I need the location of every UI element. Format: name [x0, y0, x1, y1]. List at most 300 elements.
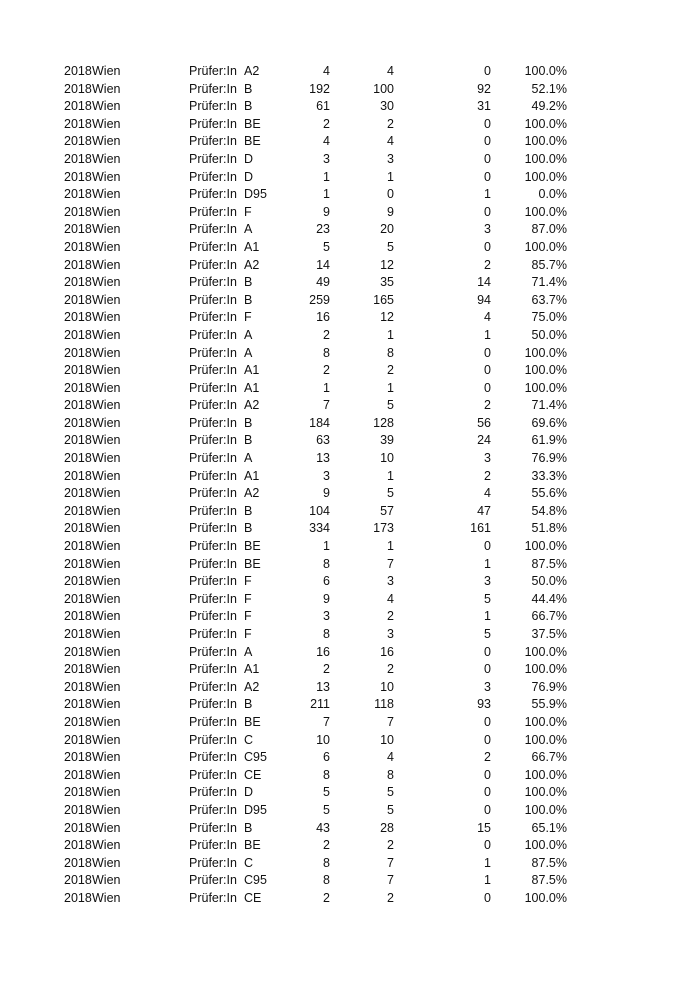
- table-row: [0, 820, 700, 838]
- pass-rate-cell: 100.0%: [524, 169, 567, 184]
- total-count-cell: 2: [323, 662, 330, 677]
- pass-rate-cell: 100.0%: [524, 539, 567, 554]
- role-cell: Prüfer:In: [189, 767, 237, 782]
- passed-count-cell: 20: [380, 222, 394, 237]
- failed-count-cell: 2: [484, 398, 491, 413]
- license-class-cell: B: [244, 81, 253, 96]
- city-cell: Wien: [92, 873, 121, 888]
- total-count-cell: 211: [310, 697, 330, 712]
- license-class-cell: A1: [244, 380, 260, 395]
- pass-rate-cell: 66.7%: [531, 609, 567, 624]
- pass-rate-cell: 87.5%: [531, 855, 567, 870]
- license-class-cell: F: [244, 627, 252, 641]
- failed-count-cell: 0: [484, 767, 491, 782]
- table-row: [0, 362, 700, 380]
- role-cell: Prüfer:In: [189, 169, 237, 184]
- year-cell: 2018: [64, 222, 92, 237]
- license-class-cell: A: [244, 327, 253, 342]
- passed-count-cell: 3: [387, 627, 394, 641]
- city-cell: Wien: [92, 204, 121, 219]
- pass-rate-cell: 87.5%: [531, 556, 567, 571]
- city-cell: Wien: [92, 275, 121, 290]
- role-cell: Prüfer:In: [189, 433, 237, 448]
- role-cell: Prüfer:In: [189, 99, 237, 114]
- license-class-cell: BE: [244, 556, 261, 571]
- passed-count-cell: 1: [387, 169, 394, 184]
- failed-count-cell: 0: [484, 64, 491, 78]
- year-cell: 2018: [64, 750, 92, 765]
- total-count-cell: 8: [323, 855, 330, 870]
- table-row: [0, 573, 700, 591]
- passed-count-cell: 165: [373, 292, 394, 307]
- license-class-cell: F: [244, 574, 252, 589]
- year-cell: 2018: [64, 591, 92, 606]
- failed-count-cell: 0: [484, 890, 491, 905]
- role-cell: Prüfer:In: [189, 64, 237, 78]
- license-class-cell: A: [244, 451, 253, 466]
- pass-rate-cell: 33.3%: [531, 468, 567, 483]
- city-cell: Wien: [92, 679, 121, 694]
- passed-count-cell: 10: [380, 679, 394, 694]
- table-row: [0, 257, 700, 275]
- table-row: [0, 221, 700, 239]
- license-class-cell: A1: [244, 662, 260, 677]
- data-table: [0, 63, 700, 908]
- year-cell: 2018: [64, 609, 92, 624]
- role-cell: Prüfer:In: [189, 855, 237, 870]
- year-cell: 2018: [64, 99, 92, 114]
- city-cell: Wien: [92, 890, 121, 905]
- failed-count-cell: 1: [484, 556, 491, 571]
- role-cell: Prüfer:In: [189, 714, 237, 729]
- license-class-cell: F: [244, 204, 252, 219]
- year-cell: 2018: [64, 81, 92, 96]
- pass-rate-cell: 71.4%: [531, 275, 567, 290]
- pass-rate-cell: 71.4%: [531, 398, 567, 413]
- total-count-cell: 2: [323, 327, 330, 342]
- year-cell: 2018: [64, 503, 92, 518]
- passed-count-cell: 9: [387, 204, 394, 219]
- pass-rate-cell: 100.0%: [524, 767, 567, 782]
- failed-count-cell: 0: [484, 380, 491, 395]
- role-cell: Prüfer:In: [189, 890, 237, 905]
- year-cell: 2018: [64, 310, 92, 325]
- failed-count-cell: 1: [484, 855, 491, 870]
- year-cell: 2018: [64, 855, 92, 870]
- license-class-cell: C: [244, 855, 254, 870]
- year-cell: 2018: [64, 574, 92, 589]
- year-cell: 2018: [64, 327, 92, 342]
- table-row: [0, 872, 700, 890]
- passed-count-cell: 4: [387, 591, 394, 606]
- passed-count-cell: 1: [387, 327, 394, 342]
- total-count-cell: 16: [316, 310, 330, 325]
- passed-count-cell: 10: [380, 732, 394, 747]
- year-cell: 2018: [64, 873, 92, 888]
- failed-count-cell: 0: [484, 169, 491, 184]
- city-cell: Wien: [92, 714, 121, 729]
- role-cell: Prüfer:In: [189, 609, 237, 624]
- city-cell: Wien: [92, 503, 121, 518]
- city-cell: Wien: [92, 697, 121, 712]
- role-cell: Prüfer:In: [189, 838, 237, 853]
- role-cell: Prüfer:In: [189, 732, 237, 747]
- city-cell: Wien: [92, 151, 121, 166]
- license-class-cell: B: [244, 697, 253, 712]
- table-row: [0, 802, 700, 820]
- passed-count-cell: 1: [387, 539, 394, 554]
- total-count-cell: 9: [323, 486, 330, 501]
- pass-rate-cell: 85.7%: [531, 257, 567, 272]
- failed-count-cell: 3: [484, 222, 491, 237]
- pass-rate-cell: 100.0%: [524, 785, 567, 800]
- total-count-cell: 9: [323, 591, 330, 606]
- table-row: [0, 169, 700, 187]
- role-cell: Prüfer:In: [189, 327, 237, 342]
- failed-count-cell: 2: [484, 468, 491, 483]
- role-cell: Prüfer:In: [189, 591, 237, 606]
- table-row: [0, 626, 700, 644]
- total-count-cell: 4: [323, 64, 330, 78]
- total-count-cell: 3: [323, 468, 330, 483]
- table-row: [0, 309, 700, 327]
- total-count-cell: 2: [323, 838, 330, 853]
- pass-rate-cell: 55.9%: [531, 697, 567, 712]
- year-cell: 2018: [64, 838, 92, 853]
- year-cell: 2018: [64, 785, 92, 800]
- city-cell: Wien: [92, 398, 121, 413]
- city-cell: Wien: [92, 415, 121, 430]
- year-cell: 2018: [64, 204, 92, 219]
- passed-count-cell: 8: [387, 767, 394, 782]
- total-count-cell: 7: [323, 398, 330, 413]
- city-cell: Wien: [92, 521, 121, 536]
- year-cell: 2018: [64, 187, 92, 202]
- total-count-cell: 2: [323, 363, 330, 378]
- passed-count-cell: 7: [387, 556, 394, 571]
- license-class-cell: C: [244, 732, 254, 747]
- city-cell: Wien: [92, 468, 121, 483]
- total-count-cell: 1: [323, 380, 330, 395]
- table-row: [0, 538, 700, 556]
- license-class-cell: A2: [244, 398, 260, 413]
- table-row: [0, 855, 700, 873]
- license-class-cell: B: [244, 820, 253, 835]
- failed-count-cell: 0: [484, 345, 491, 360]
- license-class-cell: A: [244, 222, 253, 237]
- total-count-cell: 16: [316, 644, 330, 659]
- year-cell: 2018: [64, 169, 92, 184]
- license-class-cell: A: [244, 644, 253, 659]
- table-row: [0, 327, 700, 345]
- year-cell: 2018: [64, 644, 92, 659]
- city-cell: Wien: [92, 116, 121, 131]
- year-cell: 2018: [64, 345, 92, 360]
- passed-count-cell: 1: [387, 380, 394, 395]
- passed-count-cell: 4: [387, 134, 394, 149]
- failed-count-cell: 14: [477, 275, 491, 290]
- total-count-cell: 14: [316, 257, 330, 272]
- role-cell: Prüfer:In: [189, 503, 237, 518]
- role-cell: Prüfer:In: [189, 204, 237, 219]
- passed-count-cell: 0: [387, 187, 394, 202]
- total-count-cell: 3: [323, 609, 330, 624]
- year-cell: 2018: [64, 275, 92, 290]
- total-count-cell: 1: [323, 169, 330, 184]
- role-cell: Prüfer:In: [189, 292, 237, 307]
- license-class-cell: C95: [244, 750, 267, 765]
- failed-count-cell: 1: [484, 609, 491, 624]
- table-row: [0, 696, 700, 714]
- pass-rate-cell: 87.5%: [531, 873, 567, 888]
- failed-count-cell: 93: [477, 697, 491, 712]
- failed-count-cell: 0: [484, 204, 491, 219]
- failed-count-cell: 0: [484, 644, 491, 659]
- year-cell: 2018: [64, 679, 92, 694]
- license-class-cell: A1: [244, 239, 260, 254]
- failed-count-cell: 0: [484, 363, 491, 378]
- year-cell: 2018: [64, 468, 92, 483]
- pass-rate-cell: 0.0%: [538, 187, 567, 202]
- passed-count-cell: 30: [380, 99, 394, 114]
- failed-count-cell: 4: [484, 486, 491, 501]
- pass-rate-cell: 100.0%: [524, 134, 567, 149]
- year-cell: 2018: [64, 433, 92, 448]
- failed-count-cell: 4: [484, 310, 491, 325]
- role-cell: Prüfer:In: [189, 275, 237, 290]
- passed-count-cell: 4: [387, 750, 394, 765]
- table-row: [0, 345, 700, 363]
- total-count-cell: 6: [323, 574, 330, 589]
- city-cell: Wien: [92, 345, 121, 360]
- city-cell: Wien: [92, 574, 121, 589]
- failed-count-cell: 0: [484, 151, 491, 166]
- license-class-cell: A1: [244, 363, 260, 378]
- total-count-cell: 192: [309, 81, 330, 96]
- total-count-cell: 5: [323, 802, 330, 817]
- pass-rate-cell: 100.0%: [524, 662, 567, 677]
- failed-count-cell: 5: [484, 591, 491, 606]
- passed-count-cell: 5: [387, 398, 394, 413]
- passed-count-cell: 28: [380, 820, 394, 835]
- role-cell: Prüfer:In: [189, 187, 237, 202]
- role-cell: Prüfer:In: [189, 222, 237, 237]
- role-cell: Prüfer:In: [189, 521, 237, 536]
- total-count-cell: 104: [309, 503, 330, 518]
- passed-count-cell: 12: [380, 310, 394, 325]
- year-cell: 2018: [64, 890, 92, 905]
- table-row: [0, 380, 700, 398]
- passed-count-cell: 2: [387, 838, 394, 853]
- failed-count-cell: 0: [484, 838, 491, 853]
- role-cell: Prüfer:In: [189, 398, 237, 413]
- city-cell: Wien: [92, 627, 121, 641]
- passed-count-cell: 57: [380, 503, 394, 518]
- table-row: [0, 468, 700, 486]
- license-class-cell: A2: [244, 486, 260, 501]
- pass-rate-cell: 100.0%: [524, 345, 567, 360]
- table-row: [0, 292, 700, 310]
- year-cell: 2018: [64, 134, 92, 149]
- city-cell: Wien: [92, 609, 121, 624]
- role-cell: Prüfer:In: [189, 802, 237, 817]
- passed-count-cell: 35: [380, 275, 394, 290]
- total-count-cell: 334: [309, 521, 330, 536]
- pass-rate-cell: 65.1%: [531, 820, 567, 835]
- year-cell: 2018: [64, 732, 92, 747]
- pass-rate-cell: 69.6%: [531, 415, 567, 430]
- license-class-cell: CE: [244, 890, 262, 905]
- year-cell: 2018: [64, 292, 92, 307]
- city-cell: Wien: [92, 239, 121, 254]
- failed-count-cell: 0: [484, 134, 491, 149]
- passed-count-cell: 8: [387, 345, 394, 360]
- role-cell: Prüfer:In: [189, 345, 237, 360]
- year-cell: 2018: [64, 802, 92, 817]
- city-cell: Wien: [92, 802, 121, 817]
- year-cell: 2018: [64, 239, 92, 254]
- failed-count-cell: 31: [477, 99, 491, 114]
- role-cell: Prüfer:In: [189, 415, 237, 430]
- license-class-cell: A: [244, 345, 253, 360]
- failed-count-cell: 2: [484, 257, 491, 272]
- failed-count-cell: 0: [484, 714, 491, 729]
- failed-count-cell: 1: [484, 187, 491, 202]
- license-class-cell: F: [244, 609, 252, 624]
- pass-rate-cell: 87.0%: [531, 222, 567, 237]
- role-cell: Prüfer:In: [189, 679, 237, 694]
- pass-rate-cell: 100.0%: [524, 838, 567, 853]
- table-row: [0, 397, 700, 415]
- table-row: [0, 837, 700, 855]
- total-count-cell: 61: [316, 99, 330, 114]
- license-class-cell: D95: [244, 802, 267, 817]
- license-class-cell: B: [244, 415, 253, 430]
- pass-rate-cell: 61.9%: [531, 433, 567, 448]
- pass-rate-cell: 63.7%: [531, 292, 567, 307]
- total-count-cell: 63: [316, 433, 330, 448]
- license-class-cell: F: [244, 310, 252, 325]
- year-cell: 2018: [64, 486, 92, 501]
- pass-rate-cell: 55.6%: [531, 486, 567, 501]
- pass-rate-cell: 100.0%: [524, 732, 567, 747]
- city-cell: Wien: [92, 662, 121, 677]
- table-row: [0, 679, 700, 697]
- failed-count-cell: 2: [484, 750, 491, 765]
- city-cell: Wien: [92, 644, 121, 659]
- table-row: [0, 503, 700, 521]
- total-count-cell: 3: [323, 151, 330, 166]
- city-cell: Wien: [92, 292, 121, 307]
- year-cell: 2018: [64, 521, 92, 536]
- table-row: [0, 732, 700, 750]
- table-row: [0, 749, 700, 767]
- city-cell: Wien: [92, 433, 121, 448]
- pass-rate-cell: 100.0%: [524, 64, 567, 78]
- total-count-cell: 8: [323, 345, 330, 360]
- role-cell: Prüfer:In: [189, 644, 237, 659]
- city-cell: Wien: [92, 134, 121, 149]
- table-row: [0, 591, 700, 609]
- failed-count-cell: 0: [484, 785, 491, 800]
- pass-rate-cell: 37.5%: [531, 627, 567, 641]
- year-cell: 2018: [64, 451, 92, 466]
- role-cell: Prüfer:In: [189, 134, 237, 149]
- total-count-cell: 13: [316, 679, 330, 694]
- total-count-cell: 8: [323, 627, 330, 641]
- role-cell: Prüfer:In: [189, 451, 237, 466]
- city-cell: Wien: [92, 257, 121, 272]
- role-cell: Prüfer:In: [189, 239, 237, 254]
- license-class-cell: BE: [244, 539, 261, 554]
- city-cell: Wien: [92, 327, 121, 342]
- license-class-cell: B: [244, 503, 253, 518]
- pass-rate-cell: 100.0%: [524, 714, 567, 729]
- table-row: [0, 556, 700, 574]
- passed-count-cell: 5: [387, 802, 394, 817]
- table-row: [0, 714, 700, 732]
- pass-rate-cell: 100.0%: [524, 380, 567, 395]
- license-class-cell: D: [244, 785, 254, 800]
- license-class-cell: BE: [244, 134, 261, 149]
- city-cell: Wien: [92, 380, 121, 395]
- failed-count-cell: 1: [484, 327, 491, 342]
- license-class-cell: B: [244, 99, 253, 114]
- city-cell: Wien: [92, 486, 121, 501]
- passed-count-cell: 173: [373, 521, 394, 536]
- passed-count-cell: 2: [387, 662, 394, 677]
- passed-count-cell: 118: [374, 697, 394, 712]
- city-cell: Wien: [92, 99, 121, 114]
- role-cell: Prüfer:In: [189, 873, 237, 888]
- pass-rate-cell: 100.0%: [524, 890, 567, 905]
- failed-count-cell: 24: [477, 433, 491, 448]
- city-cell: Wien: [92, 363, 121, 378]
- city-cell: Wien: [92, 81, 121, 96]
- license-class-cell: B: [244, 521, 253, 536]
- year-cell: 2018: [64, 662, 92, 677]
- pass-rate-cell: 44.4%: [531, 591, 567, 606]
- passed-count-cell: 39: [380, 433, 394, 448]
- city-cell: Wien: [92, 591, 121, 606]
- total-count-cell: 10: [316, 732, 330, 747]
- table-row: [0, 116, 700, 134]
- failed-count-cell: 3: [484, 451, 491, 466]
- passed-count-cell: 7: [387, 714, 394, 729]
- pass-rate-cell: 75.0%: [531, 310, 567, 325]
- passed-count-cell: 5: [387, 239, 394, 254]
- city-cell: Wien: [92, 855, 121, 870]
- passed-count-cell: 2: [387, 890, 394, 905]
- license-class-cell: BE: [244, 714, 261, 729]
- passed-count-cell: 2: [387, 363, 394, 378]
- table-row: [0, 767, 700, 785]
- passed-count-cell: 16: [380, 644, 394, 659]
- city-cell: Wien: [92, 767, 121, 782]
- total-count-cell: 8: [323, 556, 330, 571]
- pass-rate-cell: 50.0%: [531, 327, 567, 342]
- table-row: [0, 661, 700, 679]
- license-class-cell: BE: [244, 838, 261, 853]
- license-class-cell: A2: [244, 64, 260, 78]
- table-row: [0, 81, 700, 99]
- pass-rate-cell: 76.9%: [531, 679, 567, 694]
- total-count-cell: 7: [323, 714, 330, 729]
- passed-count-cell: 5: [387, 785, 394, 800]
- total-count-cell: 259: [309, 292, 330, 307]
- role-cell: Prüfer:In: [189, 820, 237, 835]
- role-cell: Prüfer:In: [189, 468, 237, 483]
